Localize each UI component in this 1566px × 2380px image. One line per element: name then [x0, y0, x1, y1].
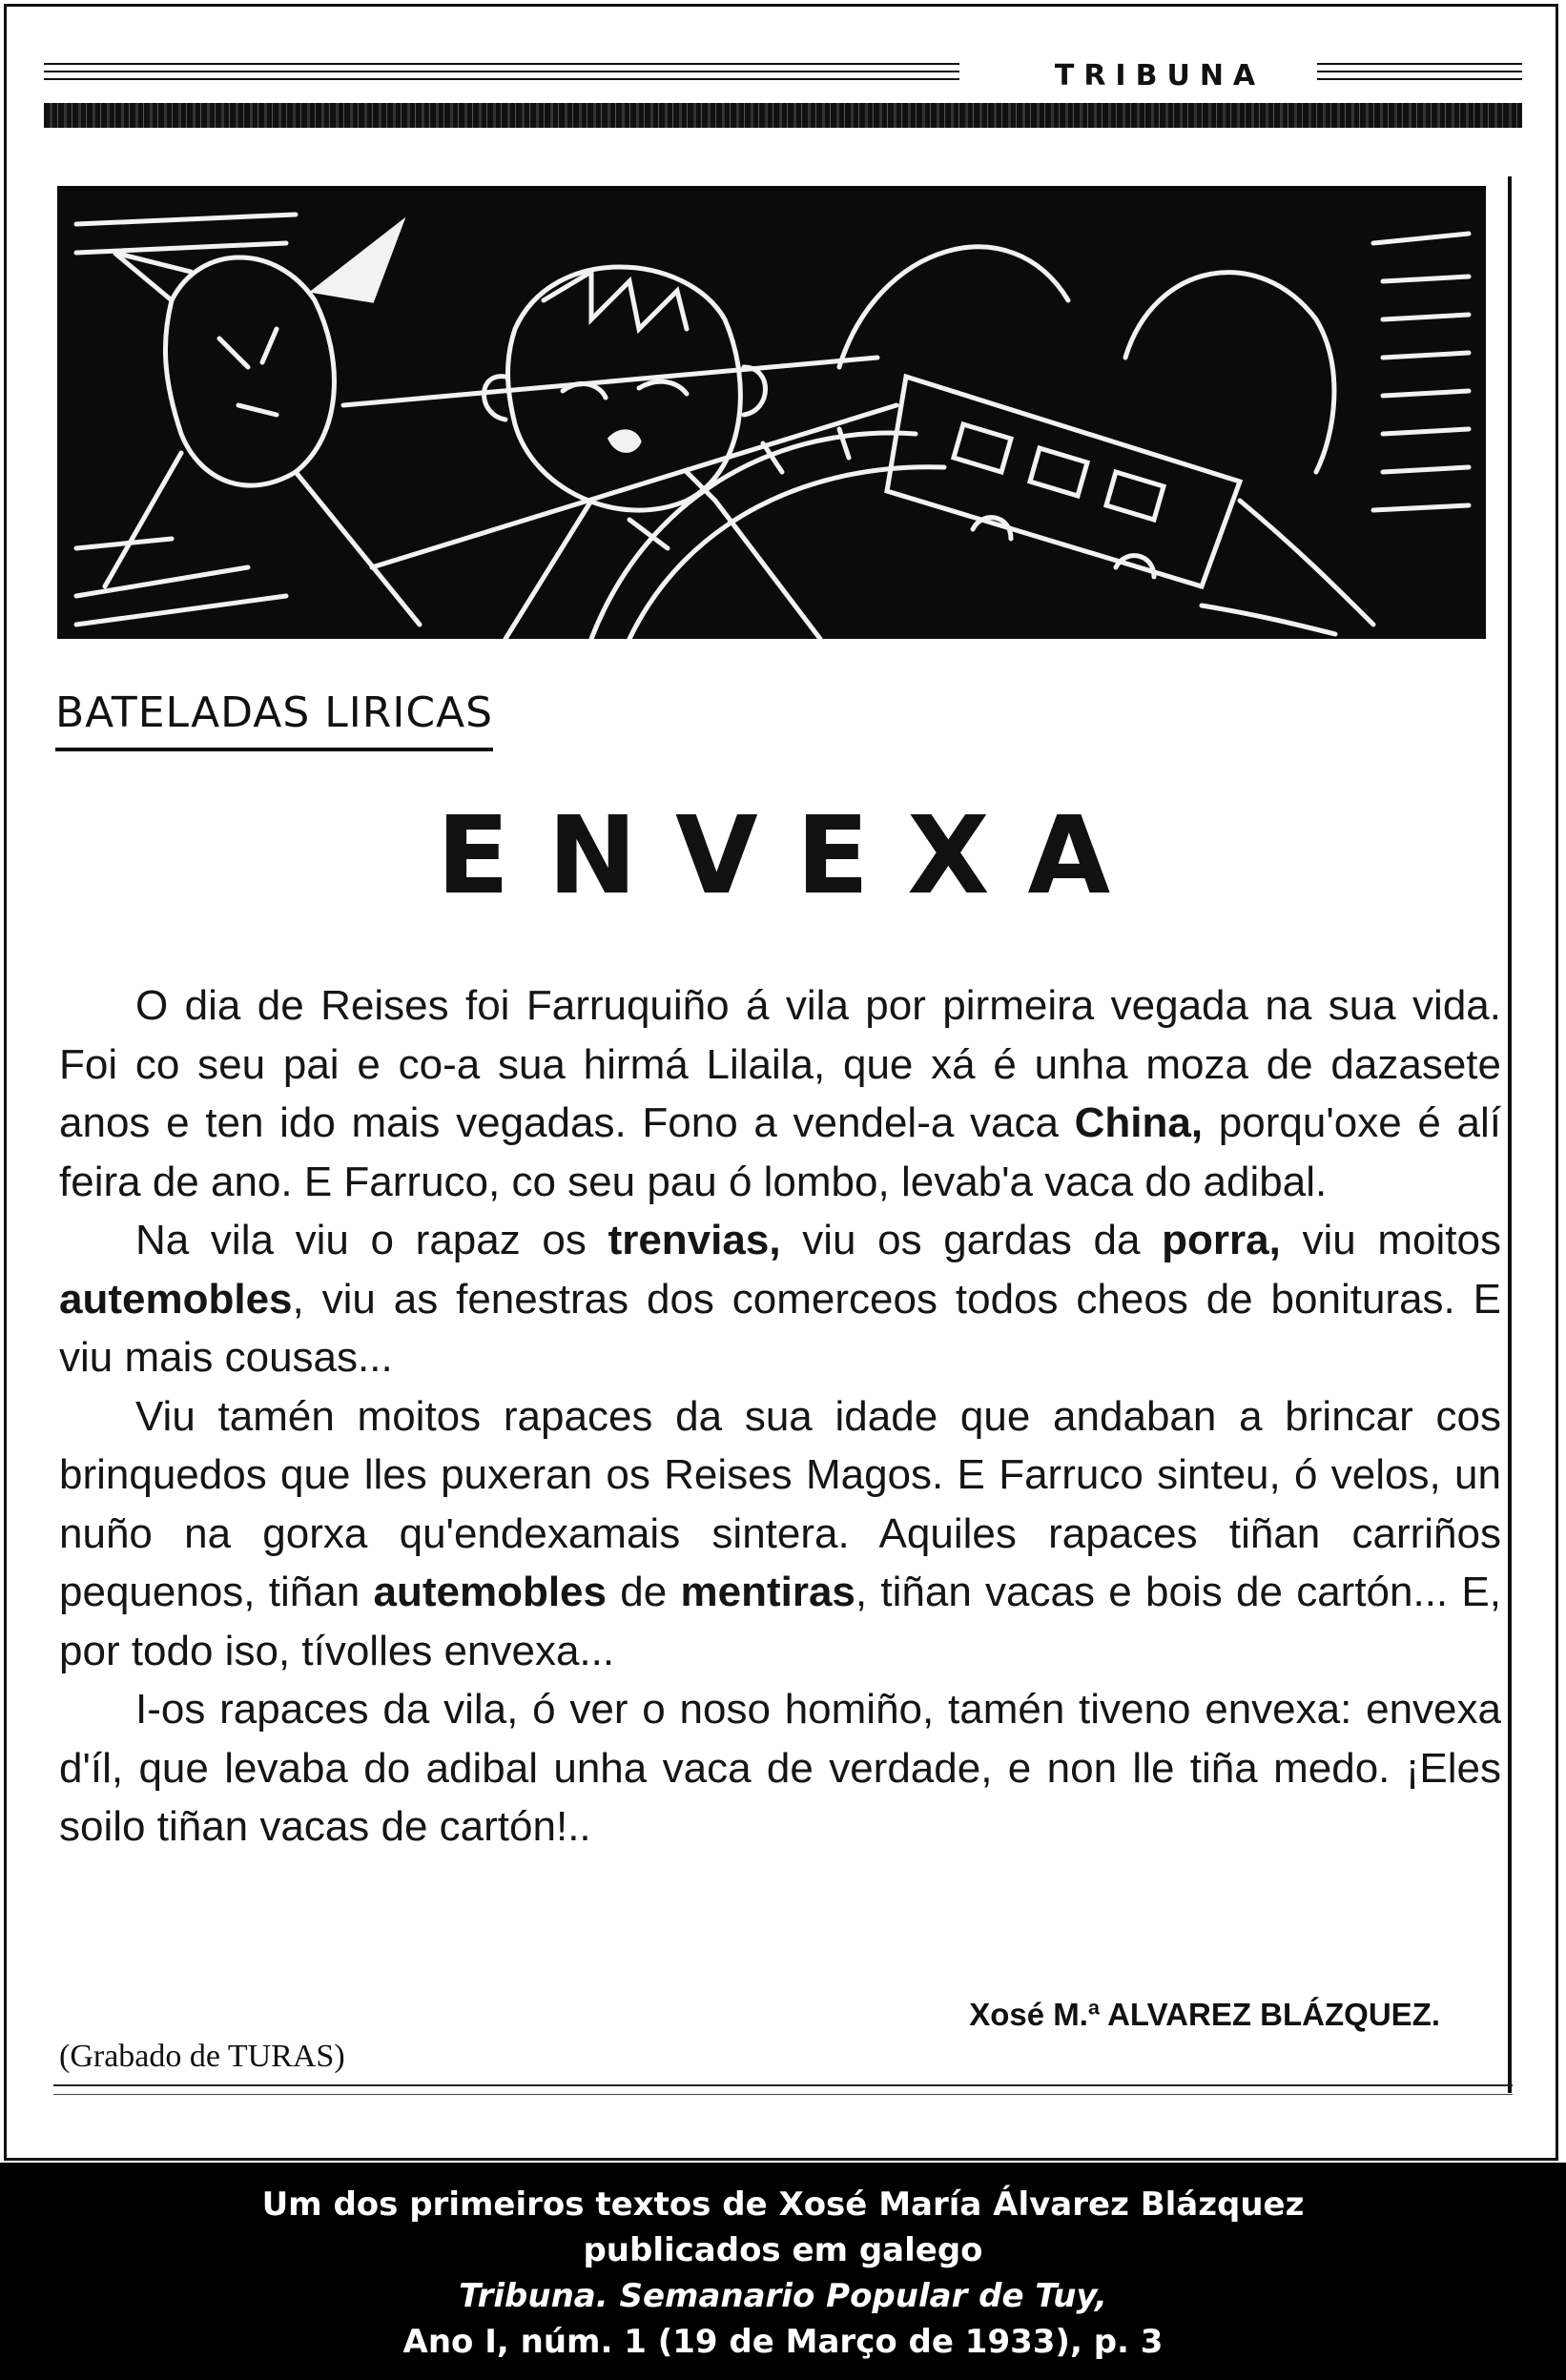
paragraph-text: , viu as fenestras dos comerceos todos cheos de bonituras. E viu mais cousas... — [59, 1275, 1501, 1381]
bottom-rule — [53, 2084, 1513, 2086]
emphasized-word: trenvias, — [608, 1217, 781, 1263]
paragraph-text: viu moitos — [1280, 1217, 1501, 1263]
paragraph-text: porqu'oxe é alí feira de ano. E Farruco, co seu pau ó lombo, levab'a vaca do adibal. — [59, 1099, 1501, 1205]
masthead-rule — [1317, 78, 1522, 80]
masthead-title: TRIBUNA — [1054, 59, 1266, 92]
masthead-band — [44, 103, 1522, 128]
article-paragraph — [59, 1211, 1501, 1387]
caption-line: publicados em galego — [583, 2231, 983, 2269]
byline: Xosé M.ª ALVAREZ BLÁZQUEZ. — [969, 1997, 1440, 2032]
emphasized-word: autemobles — [373, 1569, 607, 1615]
paragraph-text: I-os rapaces da vila, ó ver o noso homiño, tamén tiveno envexa: envexa d'íl, que levaba do adibal unha vaca de verdade, e non lle tiña medo. ¡Eles soilo tiñan vacas de cartón!.. — [59, 1686, 1501, 1850]
article-paragraph — [59, 1387, 1501, 1681]
caption-line: Um dos primeiros textos de Xosé María Álvarez Blázquez — [261, 2185, 1305, 2224]
engraving-credit: (Grabado de TURAS) — [59, 2039, 345, 2074]
masthead-rule — [1317, 71, 1522, 72]
article-headline: ENVEXA — [436, 794, 1149, 918]
caption-box — [0, 2163, 1566, 2380]
caption-line: Ano I, núm. 1 (19 de Março de 1933), p. 3 — [402, 2323, 1164, 2361]
woodcut-illustration — [57, 186, 1486, 639]
paragraph-text: Viu tamén moitos rapaces da sua idade que andaban a brincar cos brinquedos que lles puxeran os Reises Magos. E Farruco sinteu, ó velos, un nuño na gorxa qu'endexamais sintera. Aquiles rapaces tiñan carriños pequenos, tiñan — [59, 1392, 1501, 1615]
section-label: BATELADAS LIRICAS — [55, 687, 493, 751]
emphasized-word: autemobles — [59, 1275, 293, 1323]
masthead-rule — [1317, 63, 1522, 65]
caption-source: Tribuna. Semanario Popular de Tuy, — [459, 2277, 1107, 2315]
emphasized-word: porra, — [1162, 1217, 1281, 1263]
article-paragraph — [59, 976, 1501, 1211]
column-rule — [1508, 176, 1512, 2093]
masthead-rule — [44, 63, 959, 65]
paragraph-text: O dia de Reises foi Farruquiño á vila por pirmeira vegada na sua vida. Foi co seu pai e co-a sua hirmá Lilaila, que xá é unha moza de dazasete anos e ten ido mais vegadas. Fono a vendel-a vaca — [59, 982, 1501, 1146]
emphasized-word: mentiras — [680, 1569, 855, 1615]
emphasized-word: China, — [1074, 1099, 1204, 1146]
article-body — [59, 976, 1501, 1857]
paragraph-text: , tiñan vacas e bois de cartón... E, por todo iso, tívolles envexa... — [59, 1569, 1501, 1674]
masthead-rule — [44, 78, 959, 80]
article-paragraph — [59, 1680, 1501, 1857]
paragraph-text: de — [606, 1569, 681, 1615]
masthead — [44, 57, 1522, 133]
paragraph-text: viu os gardas da — [780, 1217, 1163, 1263]
paragraph-text: Na vila viu o rapaz os — [135, 1217, 608, 1263]
bottom-rule — [53, 2094, 1513, 2095]
masthead-rule — [44, 71, 959, 72]
